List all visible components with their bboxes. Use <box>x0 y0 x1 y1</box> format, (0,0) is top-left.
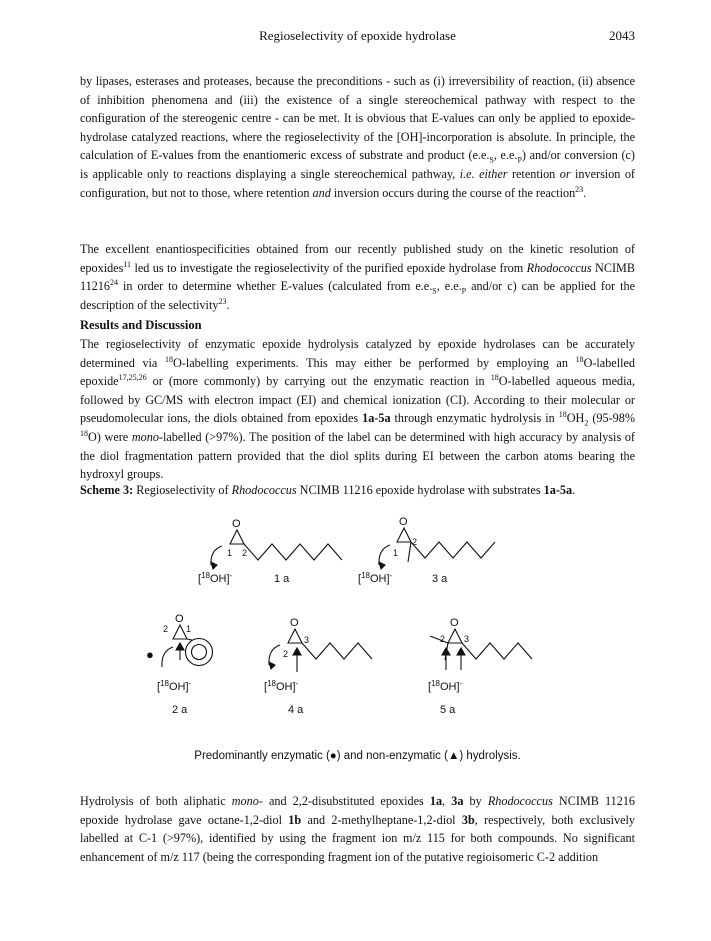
compound-label: 4 a <box>288 704 304 716</box>
position-label: 1 <box>186 624 192 634</box>
non-enzymatic-marker-icon: ▲ <box>447 750 460 762</box>
position-label: 1 <box>227 548 233 558</box>
compound-label: 5 a <box>440 704 456 716</box>
nucleophile-label: [$^{18}$OH]- <box>157 679 192 693</box>
compound-label: 3 a <box>432 573 448 585</box>
section-heading: Results and Discussion <box>80 318 202 332</box>
oxygen-label: O <box>450 617 459 629</box>
position-label: 2 <box>283 649 289 659</box>
oxygen-label: O <box>290 617 299 629</box>
paragraph-3: The regioselectivity of enzymatic epoxide hydrolysis catalyzed by epoxide hydrolases can be accurately determined via $^{18}$O-labelling experiments. This may either be performed by employing an $^{18}$O-labelled epoxide$^{17,25,26}$ or (more commonly) by carrying out the enzymatic reaction in $^{18}$O-labelled aqueous media, followed by GC/MS with electron impact (EI) and chemical ionization (CI). According to their molecular or pseudomolecular ions, the diols obtained from epoxides 1a-5a through enzymatic hydrolysis in $^{18}OH_2$ (95-98% $^{18}$O) were mono-labelled (>97%). The position of the label can be determined with high accuracy by analysis of the diol fragmentation pattern provided that the diol splits during EI between the carbon atoms bearing the hydroxyl groups. <box>80 337 635 482</box>
paragraph-2: The excellent enantiospecificities obtained from our recently published study on the kinetic resolution of epoxides$^{11}$ led us to investigate the regioselectivity of the purified epoxide hydrolase from Rhodococcus NCIMB 11216$^{24}$ in order to determine whether E-values (calculated from $e.e._S$, $e.e._P$ and/or c) can be applied for the description of the selectivity$^{23}$. <box>80 242 635 312</box>
nucleophile-label: [$^{18}$OH]- <box>198 571 233 585</box>
paragraph-1: by lipases, esterases and proteases, because the preconditions - such as (i) irreversibility of reaction, (ii) absence of inhibition phenomena and (iii) the existence of a single stereochemical pathway with respect to the configuration of the stereogenic centre - can be met. It is obvious that E-values can only be applied to epoxide-hydrolase catalyzed reactions, where the regioselectivity of the [OH]-incorporation is absolute. In principle, the calculation of E-values from the enantiomeric excess of substrate and product ($e.e._S$, $e.e._P$) and/or conversion (c) is applicable only to reactions displaying a single stereochemical pathway, i.e. either retention or inversion of configuration, but not to those, where retention and inversion occurs during the course of the reaction$^{23}$. <box>80 74 635 200</box>
position-label: 2 <box>242 548 248 558</box>
oxygen-label: O <box>399 516 408 528</box>
compound-label: 1 a <box>274 573 290 585</box>
nucleophile-label: [$^{18}$OH]- <box>428 679 463 693</box>
position-label: 2 <box>412 537 418 547</box>
paragraph-4: Hydrolysis of both aliphatic mono- and 2,2-disubstituted epoxides 1a, 3a by Rhodococcus NCIMB 11216 epoxide hydrolase gave octane-1,2-diol 1b and 2-methylheptane-1,2-diol 3b, respectively, both exclusively labelled at C-1 (>97%), identified by using the fragment ion m/z 115 for both compounds. No significant enhancement of m/z 117 (being the corresponding fragment ion of the putative regioisomeric C-2 addition <box>80 794 636 864</box>
nucleophile-label: [$^{18}$OH]- <box>264 679 299 693</box>
scheme-legend: Predominantly enzymatic (●) and non-enzymatic (▲) hydrolysis. <box>194 750 521 762</box>
position-label: 1 <box>393 548 399 558</box>
enzymatic-marker-icon: ● <box>329 750 337 762</box>
scheme-caption: Scheme 3: Regioselectivity of Rhodococcus NCIMB 11216 epoxide hydrolase with substrates 1a-5a. <box>80 483 576 497</box>
position-label: 2 <box>440 634 446 644</box>
enzymatic-marker-icon: ● <box>146 647 154 662</box>
nucleophile-label: [$^{18}$OH]- <box>358 571 393 585</box>
position-label: 2 <box>163 624 169 634</box>
oxygen-label: O <box>232 518 241 530</box>
compound-label: 2 a <box>172 704 188 716</box>
page-number: 2043 <box>609 28 635 43</box>
position-label: 3 <box>304 635 310 645</box>
running-title: Regioselectivity of epoxide hydrolase <box>259 28 456 43</box>
oxygen-label: O <box>175 613 184 625</box>
structure-5a <box>430 629 532 670</box>
position-label: 3 <box>464 634 470 644</box>
